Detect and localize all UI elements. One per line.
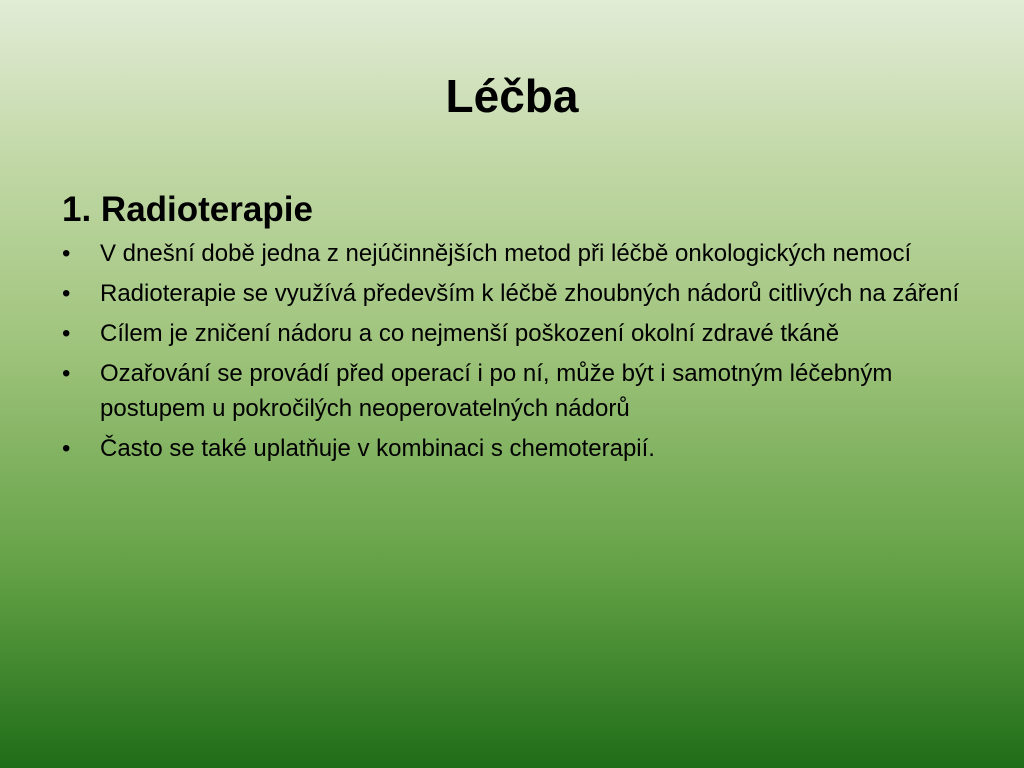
bullet-item — [62, 431, 972, 466]
bullet-text: V dnešní době jedna z nejúčinnějších metod při léčbě onkologických nemocí — [100, 240, 912, 267]
slide-content — [62, 186, 972, 471]
bullet-item — [62, 236, 972, 271]
bullet-text: Často se také uplatňuje v kombinaci s chemoterapií. — [100, 435, 655, 462]
bullet-icon: • — [62, 435, 71, 462]
bullet-item — [62, 316, 972, 351]
bullet-icon: • — [62, 360, 71, 387]
bullet-text: Ozařování se provádí před operací i po ní, může být i samotným léčebným postupem u pokročilých neoperovatelných nádorů — [100, 360, 893, 422]
slide-title: Léčba — [445, 70, 579, 122]
bullet-list — [62, 236, 972, 466]
bullet-item — [62, 356, 972, 426]
section-heading: 1. Radioterapie — [62, 190, 313, 229]
bullet-icon: • — [62, 240, 71, 267]
bullet-icon: • — [62, 280, 71, 307]
bullet-item — [62, 276, 972, 311]
bullet-text: Cílem je zničení nádoru a co nejmenší poškození okolní zdravé tkáně — [100, 320, 840, 347]
bullet-icon: • — [62, 320, 71, 347]
bullet-text: Radioterapie se využívá především k léčbě zhoubných nádorů citlivých na záření — [100, 280, 960, 307]
